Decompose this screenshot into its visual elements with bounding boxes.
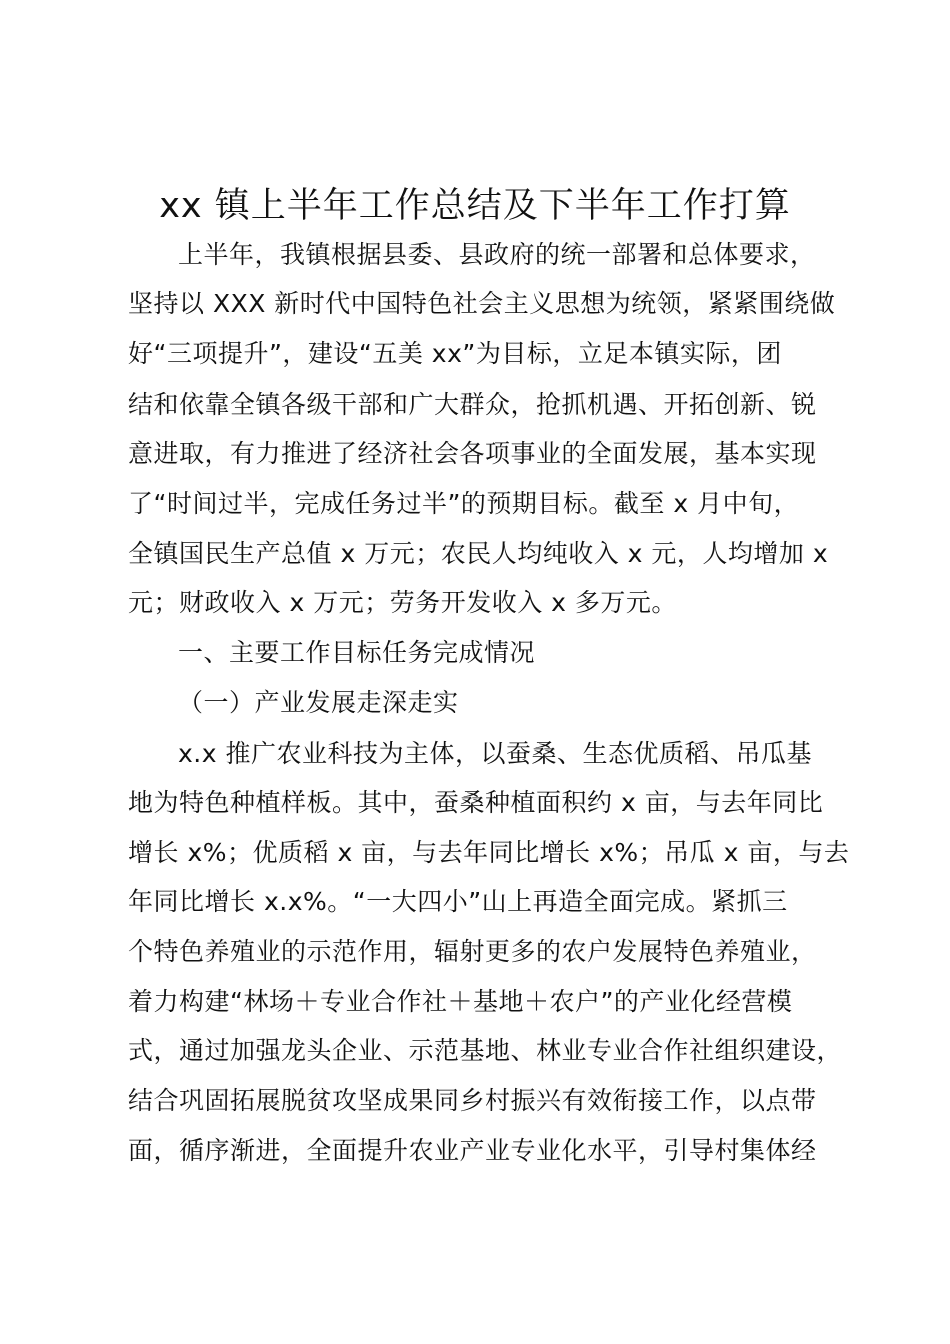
paragraph-line: 坚持以 XXX 新时代中国特色社会主义思想为统领，紧紧围绕做 xyxy=(128,289,836,318)
section-heading: 一、主要工作目标任务完成情况 xyxy=(178,638,536,667)
paragraph-line: 面，循序渐进，全面提升农业产业专业化水平，引导村集体经 xyxy=(128,1136,817,1165)
paragraph-line: 年同比增长 x.x%。“一大四小”山上再造全面完成。紧抓三 xyxy=(128,887,788,916)
paragraph-line: 结合巩固拓展脱贫攻坚成果同乡村振兴有效衔接工作，以点带 xyxy=(128,1086,817,1115)
paragraph-line: 增长 x%；优质稻 x 亩，与去年同比增长 x%；吊瓜 x 亩，与去 xyxy=(128,838,850,867)
paragraph-line: 个特色养殖业的示范作用，辐射更多的农户发展特色养殖业， xyxy=(128,937,817,966)
paragraph-line: 全镇国民生产总值 x 万元；农民人均纯收入 x 元，人均增加 x xyxy=(128,539,829,568)
paragraph-line: 上半年，我镇根据县委、县政府的统一部署和总体要求， xyxy=(178,240,816,269)
subsection-heading: （一）产业发展走深走实 xyxy=(178,688,459,717)
paragraph-line: 式，通过加强龙头企业、示范基地、林业专业合作社组织建设， xyxy=(128,1036,843,1065)
paragraph-line: 元；财政收入 x 万元；劳务开发收入 x 多万元。 xyxy=(128,588,677,617)
paragraph-line: 了“时间过半，完成任务过半”的预期目标。截至 x 月中旬， xyxy=(128,489,800,518)
paragraph-line: 着力构建“林场＋专业合作社＋基地＋农户”的产业化经营模 xyxy=(128,987,793,1016)
paragraph-line: 地为特色种植样板。其中，蚕桑种植面积约 x 亩，与去年同比 xyxy=(128,788,824,817)
paragraph-line: x.x 推广农业科技为主体，以蚕桑、生态优质稻、吊瓜基 xyxy=(178,739,812,768)
paragraph-line: 结和依靠全镇各级干部和广大群众，抢抓机遇、开拓创新、锐 xyxy=(128,390,817,419)
paragraph-line: 好“三项提升”，建设“五美 xx”为目标，立足本镇实际，团 xyxy=(128,339,782,368)
paragraph-line: 意进取，有力推进了经济社会各项事业的全面发展，基本实现 xyxy=(128,439,817,468)
document-title: xx 镇上半年工作总结及下半年工作打算 xyxy=(159,186,791,226)
